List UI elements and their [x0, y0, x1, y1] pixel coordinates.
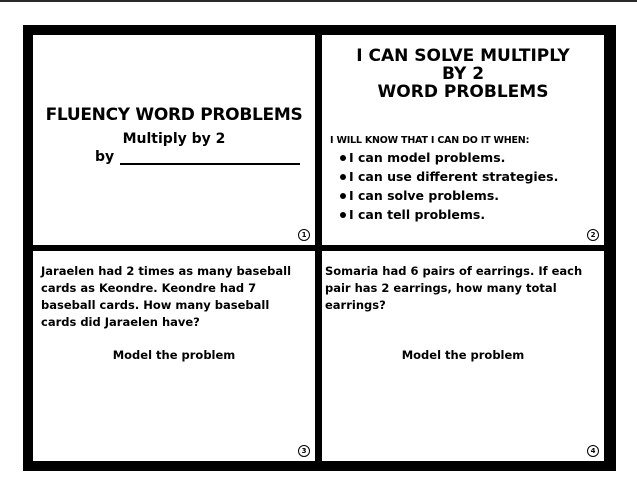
heading-line: WORD PROBLEMS [377, 82, 549, 102]
model-prompt: Model the problem [112, 348, 236, 362]
success-criteria-heading: I WILL KNOW THAT I CAN DO IT WHEN: [330, 135, 530, 146]
criteria-text: I can tell problems. [349, 207, 486, 222]
card-number-badge: 3 [298, 445, 310, 457]
heading-line: I CAN SOLVE MULTIPLY [356, 46, 570, 66]
heading-line: BY 2 [441, 64, 485, 84]
criteria-item [340, 186, 558, 205]
word-problem-card [322, 251, 604, 461]
criteria-item [340, 205, 558, 224]
author-blank-line [120, 151, 300, 165]
criteria-text: I can solve problems. [349, 188, 500, 203]
learning-target-heading [322, 47, 604, 101]
word-problem-card [33, 251, 315, 461]
card-number-badge: 2 [587, 229, 599, 241]
author-label: by [95, 149, 115, 165]
criteria-text: I can use different strategies. [349, 169, 559, 184]
criteria-text: I can model problems. [349, 150, 506, 165]
bullet-icon [340, 174, 346, 180]
title-card-heading: FLUENCY WORD PROBLEMS [45, 105, 303, 125]
author-line [95, 149, 300, 165]
bullet-icon [340, 212, 346, 218]
title-card-subtitle: Multiply by 2 [122, 131, 226, 147]
card-number-badge: 4 [587, 445, 599, 457]
card-number-badge: 1 [298, 229, 310, 241]
learning-target-card [322, 35, 604, 245]
bullet-icon [340, 155, 346, 161]
word-problem-text: Somaria had 6 pairs of earrings. If each pair has 2 earrings, how many total earrings? [325, 264, 583, 312]
bullet-icon [340, 193, 346, 199]
criteria-item [340, 167, 558, 186]
task-card-sheet [23, 25, 616, 471]
top-rule [0, 0, 637, 2]
model-prompt: Model the problem [401, 348, 525, 362]
title-card [33, 35, 315, 245]
criteria-item [340, 148, 558, 167]
success-criteria-list [340, 148, 558, 224]
word-problem-text: Jaraelen had 2 times as many baseball cards as Keondre. Keondre had 7 baseball cards. How many baseball cards did Jaraelen have? [41, 264, 292, 329]
